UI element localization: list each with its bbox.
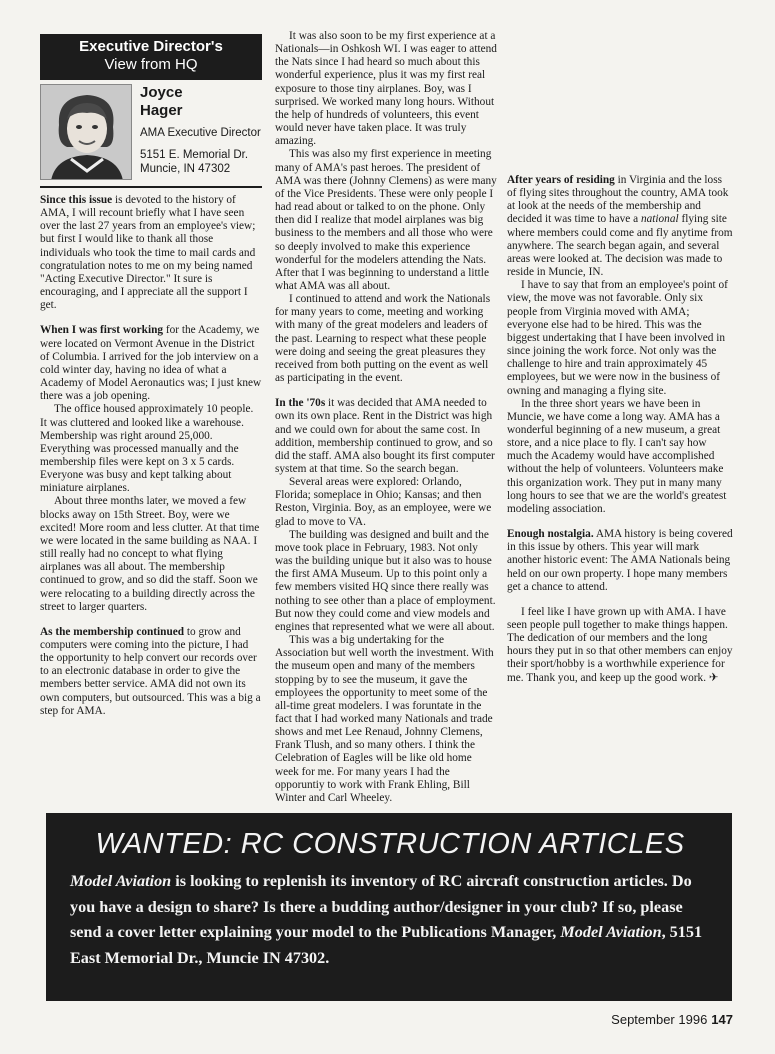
banner-line-1: Executive Director's — [79, 38, 223, 55]
emphasis: national — [640, 213, 679, 226]
paragraph: This was also my first experience in meeting many of AMA's past heroes. The president of AMA was there (Johnny Clemens) as were many of the Vice Presidents. These were only people I had read about or talked to on the phone. Only then did I realize that model airplanes was big business to the members and all those who were so deeply involved to make this experience wonderful for the modelers attending the Nats. After that I was beginning to understand a little what AMA was all about. — [275, 148, 497, 292]
author-address-1: 5151 E. Memorial Dr. — [140, 149, 249, 161]
column-left — [40, 34, 262, 718]
author-profile — [40, 84, 262, 180]
author-last-name: Hager — [140, 102, 183, 119]
paragraph — [507, 174, 733, 279]
paragraph: The building was designed and built and the move took place in February, 1983. Not only was the building unique but it also was to house the first AMA Museum. Up to this point only a few members visited HQ since there really was nothing to see other than a place of employment. But now they could come and view models and engines that represented what we were all about. — [275, 528, 496, 633]
magazine-name: Model Aviation — [70, 872, 172, 890]
page-number: 147 — [711, 1012, 733, 1027]
column-middle — [275, 30, 497, 805]
lead-in: Since this issue — [40, 194, 113, 206]
paragraph: In the three short years we have been in Muncie, we have come a long way. AMA has a wonderful beginning of a new museum, a great store, and a nice place to fly. I can't say how much the Academy would have accomplished without the help of volunteers. Volunteers make this organization work. They put in many many long hours to see that we are the world's greatest modeling association. — [507, 397, 727, 515]
end-mark-icon: ✈ — [708, 671, 719, 684]
paragraph-text: for the Academy, we were located on Vermont Avenue in the District of Columbia. I arrived for the job interview on a cold winter day, having no idea of what a Academy of Model Aeronautics was; I just knew there was a job opening. — [40, 324, 262, 403]
wanted-ad — [46, 813, 732, 1001]
paragraph: This was a big undertaking for the Association but well worth the investment. With the museum open and many of the members stopping by to see the museum, it gave the employees the opportunity to meet some of the all-time great modelers. I was foruntate in the fact that I had worked many Nationals and trade shows and met Lee Renaud, Johnny Clemens, Frank Tlush, and so many others. I think the Celebration of Eagles will be like old home week for me. For many years I had the opporuntiy to work with Frank Ehling, Bill Winter and Carl Wheeley. — [275, 634, 494, 804]
paragraph: The office housed approximately 10 people. It was cluttered and looked like a warehouse. Membership was right around 25,000. Everything was processed manually and the membership files were kept on 3 x 5 cards. Everyone was busy and kept talking about miniature airplanes. — [40, 403, 254, 495]
lead-in: In the '70s — [275, 397, 326, 410]
paragraph — [507, 606, 733, 685]
author-info — [132, 84, 261, 180]
lead-in: As the membership continued — [40, 625, 185, 638]
ad-text: , 5151 East Memorial Dr., Muncie IN 47302. — [70, 923, 703, 967]
continued-spacer — [507, 30, 733, 162]
paragraph — [507, 528, 733, 594]
lead-in: After years of residing — [507, 174, 615, 186]
paragraph-text: to grow and computers were coming into the picture, I had the opportunity to help convert our records over to an electronic database in order to give the members better service. AMA did not own its own computers, but outsourced. This was a big a step for AMA. — [40, 625, 261, 717]
paragraph — [275, 397, 497, 476]
page-footer — [611, 1012, 733, 1027]
paragraph: It was also soon to be my first experience at a Nationals—in Oshkosh WI. I was eager to attend the Nats since I had heard so much about this wonderful experience, plus it was my first real exposure to those tiny airplanes. Boy, was I surprised. We worked many long hours. Without the help of hundreds of volunteers, this event would never have taken place. It was truly amazing. — [275, 30, 497, 148]
lead-in: When I was first working — [40, 324, 164, 337]
paragraph — [40, 194, 262, 312]
paragraph-text: in Virginia and the loss of flying sites throughout the country, AMA took at look at the needs of the membership and decided it was time to have a — [507, 174, 729, 226]
banner-line-2: View from HQ — [104, 56, 198, 73]
column-banner — [40, 34, 262, 80]
paragraph: I continued to attend and work the Nationals for many years to come, meeting and working with many of the great modelers and leaders of the past. Learning to respect what these people were doing and seeing the great pleasures they received from both putting on the event as well as participating in the event. — [275, 293, 491, 385]
paragraph-text: it was decided that AMA needed to own its own place. Rent in the District was high and we could own for about the same cost. In addition, membership continued to grow, and so did the staff. AMA also bought its first computer system at that time. So the search began. — [275, 397, 495, 475]
paragraph — [40, 324, 262, 403]
paragraph — [40, 626, 262, 718]
ad-body — [70, 869, 710, 971]
author-address-2: Muncie, IN 47302 — [140, 163, 231, 175]
ad-text: is looking to replenish its inventory of RC aircraft construction articles. Do you have a design to share? Is there a budding author/designer in your club? If so, please send a cover letter explaining your model to the Publications Manager, — [70, 872, 692, 941]
paragraph: About three months later, we moved a few blocks away on 15th Street. Boy, were we excited! More room and less clutter. At that time we were located in the same building as NAA. I still really had no concept to what flying airplanes was all about. The membership continued to grow, and so did the staff. Soon we were relocating to a building directly across the street to larger quarters. — [40, 495, 260, 613]
paragraph-text: is devoted to the history of AMA, I will recount briefly what I have seen over the last 27 years from an employee's view; but first I would like to thank all those individuals who took the time to mail cards and congratulation notes to me on my being named "Acting Executive Director." It sure is encouraging, and I appreciate all the support I get. — [40, 194, 256, 312]
ad-title: WANTED: RC CONSTRUCTION ARTICLES — [95, 828, 685, 860]
issue-date: September 1996 — [611, 1012, 708, 1027]
paragraph-text: I feel like I have grown up with AMA. I have seen people pull together to make things happen. The dedication of our members and the long hours they put in so that other members can enjoy their sport/hobby is a worthwhile experience for me. Thank you, and keep up the good work. — [507, 605, 733, 684]
paragraph: I have to say that from an employee's point of view, the move was not favorable. Only six people from Virginia moved with AMA; everyone else had to be hired. This was the biggest undertaking that I have been involved in since joining the work force. Not only was the challenge to hire and train approximately 45 employees, but we were now in the business of owning and managing a flying site. — [507, 279, 728, 397]
paragraph: Several areas were explored: Orlando, Florida; someplace in Ohio; Kansas; and then Reston, Virginia. Boy, as an employee, were we glad to move to VA. — [275, 476, 492, 528]
magazine-name: Model Aviation — [560, 923, 662, 941]
author-title: AMA Executive Director — [140, 127, 261, 139]
column-right — [507, 30, 733, 685]
author-photo — [40, 84, 132, 180]
paragraph-text: AMA history is being covered in this issue by others. This year will mark another historic event: The AMA Nationals being held on our own property. I hope many members get a chance to attend. — [507, 528, 733, 593]
profile-divider — [40, 186, 262, 188]
paragraph-text: flying site where members could come and fly anytime from anywhere. The search began again, and several areas were looked at. The decision was made to reside in Muncie, IN. — [507, 213, 733, 279]
portrait-illustration — [41, 85, 132, 180]
lead-in: Enough nostalgia. — [507, 528, 594, 541]
author-first-name: Joyce — [140, 84, 183, 101]
